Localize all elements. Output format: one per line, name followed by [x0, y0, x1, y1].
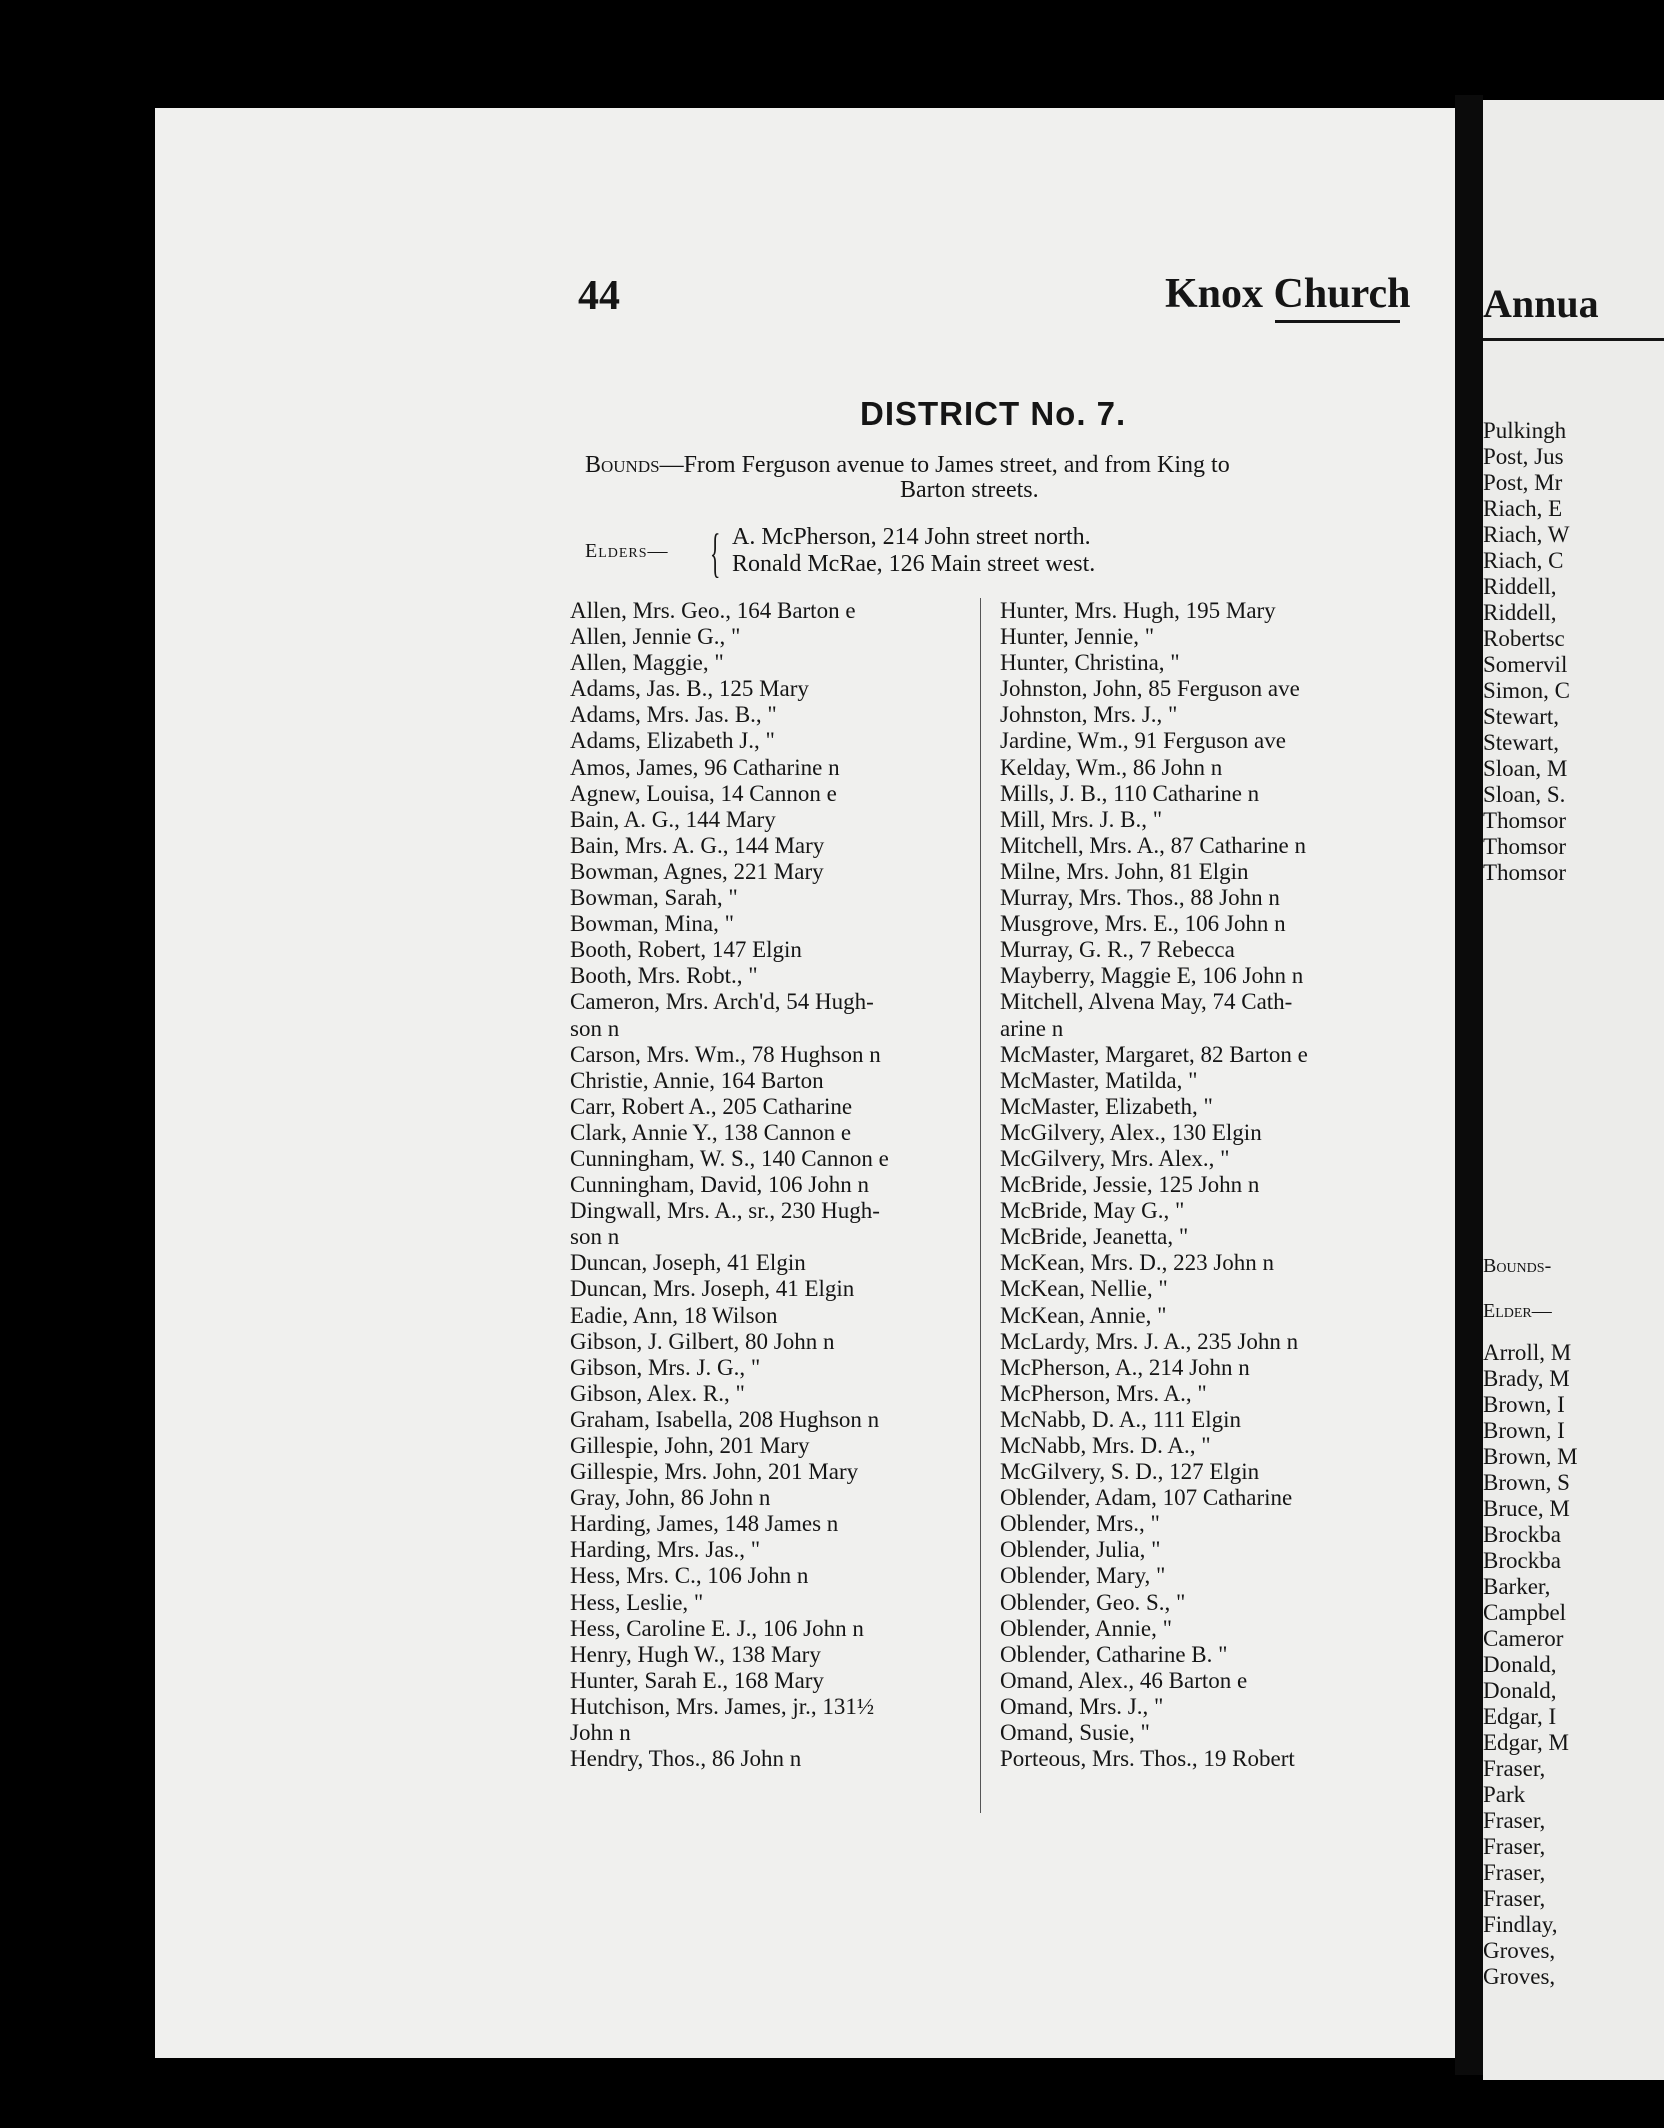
member-entry: McGilvery, Mrs. Alex., " — [1000, 1145, 1230, 1171]
member-entry: McMaster, Margaret, 82 Barton e — [1000, 1041, 1308, 1067]
members-left-column — [570, 598, 965, 1772]
member-entry: McBride, Jessie, 125 John n — [1000, 1172, 1260, 1198]
member-entry: Mayberry, Maggie E, 106 John n — [1000, 963, 1304, 989]
book-gutter — [1455, 95, 1483, 2075]
member-entry: Cameron, Mrs. Arch'd, 54 Hugh- — [570, 989, 874, 1015]
member-entry: McBride, May G., " — [1000, 1198, 1185, 1224]
facing-entry: Fraser, — [1483, 1886, 1546, 1911]
member-entry: McPherson, A., 214 John n — [1000, 1354, 1250, 1380]
member-entry: Hendry, Thos., 86 John n — [570, 1746, 802, 1772]
facing-entry: Brockba — [1483, 1548, 1561, 1573]
member-entry: Musgrove, Mrs. E., 106 John n — [1000, 911, 1286, 937]
member-entry: Oblender, Annie, " — [1000, 1615, 1172, 1641]
facing-running-head: Annua — [1483, 281, 1599, 326]
facing-bounds: Bounds- — [1483, 1255, 1552, 1277]
facing-entry: Robertsc — [1483, 626, 1565, 651]
member-entry: Bowman, Agnes, 221 Mary — [570, 858, 824, 884]
member-entry: Bowman, Mina, " — [570, 911, 734, 937]
member-entry: McNabb, D. A., 111 Elgin — [1000, 1406, 1242, 1432]
facing-entry: Groves, — [1483, 1964, 1556, 1989]
member-entry: Duncan, Mrs. Joseph, 41 Elgin — [570, 1276, 855, 1302]
member-entry: Murray, Mrs. Thos., 88 John n — [1000, 885, 1280, 911]
facing-entry: Post, Mr — [1483, 470, 1563, 495]
facing-entry: Donald, — [1483, 1652, 1557, 1677]
running-head: Knox Church — [1165, 271, 1411, 317]
member-entry: Murray, G. R., 7 Rebecca — [1000, 937, 1235, 963]
facing-entry: Edgar, M — [1483, 1730, 1569, 1755]
member-entry: Hunter, Mrs. Hugh, 195 Mary — [1000, 598, 1276, 623]
bounds-text-1: —From Ferguson avenue to James street, and from King to — [659, 452, 1230, 478]
facing-entry: Campbel — [1483, 1600, 1567, 1625]
facing-entry: Brady, M — [1483, 1366, 1570, 1391]
member-entry: Allen, Jennie G., " — [570, 624, 741, 650]
facing-entry: Cameror — [1483, 1626, 1564, 1651]
facing-entry: Donald, — [1483, 1678, 1557, 1703]
page-number: 44 — [578, 273, 620, 319]
member-entry: McLardy, Mrs. J. A., 235 John n — [1000, 1328, 1299, 1354]
member-entry: Johnston, Mrs. J., " — [1000, 702, 1178, 728]
bounds-line-1 — [585, 452, 1230, 479]
facing-entry: Stewart, — [1483, 704, 1560, 729]
member-entry: Mitchell, Mrs. A., 87 Catharine n — [1000, 832, 1306, 858]
member-entry: Booth, Robert, 147 Elgin — [570, 937, 802, 963]
member-entry: Agnew, Louisa, 14 Cannon e — [570, 780, 837, 806]
facing-entry: Brown, S — [1483, 1470, 1570, 1495]
member-entry: McGilvery, Alex., 130 Elgin — [1000, 1119, 1262, 1145]
member-entry: McMaster, Matilda, " — [1000, 1067, 1198, 1093]
member-entry: Henry, Hugh W., 138 Mary — [570, 1641, 821, 1667]
facing-entry: Post, Jus — [1483, 444, 1564, 469]
facing-entry: Brown, I — [1483, 1392, 1565, 1417]
facing-entry: Sloan, S. — [1483, 782, 1566, 807]
facing-entry: Pulkingh — [1483, 418, 1567, 443]
member-entry: McBride, Jeanetta, " — [1000, 1224, 1189, 1250]
member-entry: Cunningham, W. S., 140 Cannon e — [570, 1145, 889, 1171]
member-entry: McNabb, Mrs. D. A., " — [1000, 1433, 1211, 1458]
facing-entry: Riach, W — [1483, 522, 1570, 547]
member-entry: Jardine, Wm., 91 Ferguson ave — [1000, 728, 1286, 754]
member-entry: Hess, Caroline E. J., 106 John n — [570, 1615, 864, 1641]
member-entry: McMaster, Elizabeth, " — [1000, 1093, 1213, 1119]
facing-entry: Findlay, — [1483, 1912, 1558, 1937]
elder-1: A. McPherson, 214 John street north. — [732, 524, 1091, 550]
column-divider — [980, 598, 981, 1813]
member-entry: Carson, Mrs. Wm., 78 Hughson n — [570, 1041, 881, 1067]
member-entry: Allen, Maggie, " — [570, 650, 724, 676]
facing-entry: Fraser, — [1483, 1808, 1546, 1833]
member-entry: Allen, Mrs. Geo., 164 Barton e — [570, 598, 856, 623]
member-entry: Oblender, Mrs., " — [1000, 1511, 1160, 1537]
member-entry: son n — [570, 1224, 620, 1250]
facing-entry: Thomsor — [1483, 834, 1567, 859]
member-entry: Bain, A. G., 144 Mary — [570, 806, 776, 832]
member-entry: Oblender, Adam, 107 Catharine — [1000, 1485, 1293, 1511]
member-entry: Omand, Susie, " — [1000, 1720, 1150, 1746]
member-entry: Mitchell, Alvena May, 74 Cath- — [1000, 989, 1293, 1015]
member-entry: Harding, James, 148 James n — [570, 1511, 839, 1537]
member-entry: McPherson, Mrs. A., " — [1000, 1380, 1207, 1406]
member-entry: Gibson, J. Gilbert, 80 John n — [570, 1328, 835, 1354]
bounds-line-2: Barton streets. — [900, 477, 1039, 503]
member-entry: Amos, James, 96 Catharine n — [570, 754, 840, 780]
member-entry: Hutchison, Mrs. James, jr., 131½ — [570, 1693, 875, 1719]
member-entry: Bain, Mrs. A. G., 144 Mary — [570, 832, 825, 858]
members-right-column — [1000, 598, 1430, 1772]
member-entry: Harding, Mrs. Jas., " — [570, 1537, 761, 1563]
member-entry: Oblender, Catharine B. " — [1000, 1641, 1228, 1667]
member-entry: Mills, J. B., 110 Catharine n — [1000, 780, 1260, 806]
facing-entry: Bruce, M — [1483, 1496, 1570, 1521]
facing-entry: Sloan, M — [1483, 756, 1568, 781]
facing-entry: Riddell, — [1483, 600, 1557, 625]
member-entry: Milne, Mrs. John, 81 Elgin — [1000, 858, 1249, 884]
member-entry: Hess, Leslie, " — [570, 1589, 704, 1615]
facing-entry: Barker, — [1483, 1574, 1551, 1599]
member-entry: Bowman, Sarah, " — [570, 885, 738, 911]
bounds-label: Bounds — [585, 452, 660, 478]
facing-entry: Brown, M — [1483, 1444, 1578, 1469]
facing-entry: Fraser, — [1483, 1834, 1546, 1859]
facing-entry: Arroll, M — [1483, 1340, 1572, 1365]
member-entry: Booth, Mrs. Robt., " — [570, 963, 758, 989]
member-entry: Hunter, Sarah E., 168 Mary — [570, 1667, 824, 1693]
facing-entry: Simon, C — [1483, 678, 1570, 703]
member-entry: Oblender, Julia, " — [1000, 1537, 1161, 1563]
elders-brace: { — [710, 523, 721, 583]
member-entry: Adams, Elizabeth J., " — [570, 728, 775, 754]
member-entry: Graham, Isabella, 208 Hughson n — [570, 1406, 880, 1432]
facing-entry: Fraser, — [1483, 1860, 1546, 1885]
member-entry: Gillespie, Mrs. John, 201 Mary — [570, 1459, 859, 1485]
facing-entry: Brown, I — [1483, 1418, 1565, 1443]
member-entry: Hunter, Jennie, " — [1000, 624, 1155, 650]
facing-entry: Thomsor — [1483, 808, 1567, 833]
member-entry: Adams, Mrs. Jas. B., " — [570, 702, 777, 728]
facing-entry: Edgar, I — [1483, 1704, 1557, 1729]
member-entry: Omand, Alex., 46 Barton e — [1000, 1667, 1248, 1693]
member-entry: John n — [570, 1720, 631, 1746]
member-entry: Kelday, Wm., 86 John n — [1000, 754, 1223, 780]
member-entry: Gibson, Alex. R., " — [570, 1380, 745, 1406]
member-entry: Duncan, Joseph, 41 Elgin — [570, 1250, 806, 1276]
facing-head-underline — [1483, 338, 1664, 341]
member-entry: Gillespie, John, 201 Mary — [570, 1433, 810, 1458]
member-entry: Adams, Jas. B., 125 Mary — [570, 676, 809, 702]
member-entry: Omand, Mrs. J., " — [1000, 1693, 1164, 1719]
member-entry: Gray, John, 86 John n — [570, 1485, 771, 1511]
member-entry: McGilvery, S. D., 127 Elgin — [1000, 1459, 1260, 1485]
member-entry: Hunter, Christina, " — [1000, 650, 1180, 676]
member-entry: Carr, Robert A., 205 Catharine — [570, 1093, 853, 1119]
facing-entry: Brockba — [1483, 1522, 1561, 1547]
member-entry: McKean, Annie, " — [1000, 1302, 1167, 1328]
facing-entry: Fraser, — [1483, 1756, 1546, 1781]
elders-label: Elders— — [585, 540, 669, 562]
member-entry: Mill, Mrs. J. B., " — [1000, 806, 1163, 832]
member-entry: Gibson, Mrs. J. G., " — [570, 1354, 761, 1380]
member-entry: Clark, Annie Y., 138 Cannon e — [570, 1119, 852, 1145]
member-entry: Hess, Mrs. C., 106 John n — [570, 1563, 809, 1589]
facing-entry: Stewart, — [1483, 730, 1560, 755]
running-head-underline — [1275, 320, 1400, 323]
facing-page — [1483, 100, 1664, 2080]
member-entry: son n — [570, 1015, 620, 1041]
elder-2: Ronald McRae, 126 Main street west. — [732, 551, 1096, 577]
member-entry: McKean, Mrs. D., 223 John n — [1000, 1250, 1275, 1276]
member-entry: Cunningham, David, 106 John n — [570, 1172, 869, 1198]
facing-entry: Thomsor — [1483, 860, 1567, 885]
member-entry: Oblender, Geo. S., " — [1000, 1589, 1186, 1615]
member-entry: Christie, Annie, 164 Barton — [570, 1067, 824, 1093]
facing-elder: Elder— — [1483, 1300, 1552, 1322]
facing-entry: Riach, E — [1483, 496, 1563, 521]
member-entry: arine n — [1000, 1015, 1064, 1041]
member-entry: Eadie, Ann, 18 Wilson — [570, 1302, 778, 1328]
member-entry: Oblender, Mary, " — [1000, 1563, 1166, 1589]
facing-entry: Park — [1483, 1782, 1526, 1807]
facing-entry: Somervil — [1483, 652, 1568, 677]
member-entry: McKean, Nellie, " — [1000, 1276, 1168, 1302]
member-entry: Porteous, Mrs. Thos., 19 Robert — [1000, 1746, 1295, 1772]
member-entry: Dingwall, Mrs. A., sr., 230 Hugh- — [570, 1198, 880, 1224]
facing-entry: Riddell, — [1483, 574, 1557, 599]
district-title: DISTRICT No. 7. — [860, 395, 1127, 432]
facing-entry: Riach, C — [1483, 548, 1564, 573]
member-entry: Johnston, John, 85 Ferguson ave — [1000, 676, 1300, 702]
facing-entry: Groves, — [1483, 1938, 1556, 1963]
